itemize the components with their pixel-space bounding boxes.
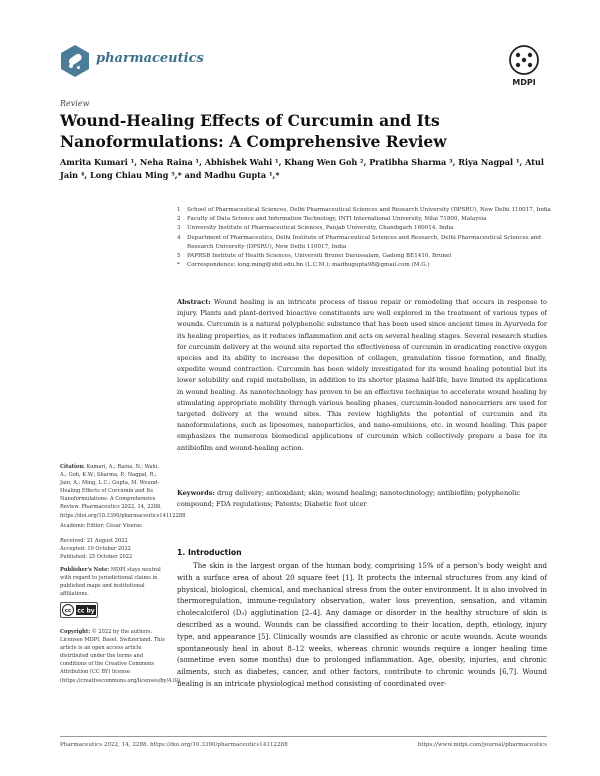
section-heading: 1. Introduction	[177, 548, 242, 557]
affiliations	[177, 206, 557, 270]
publisher-note: Publisher's Note: MDPI stays neutral with regard to jurisdictional claims in published maps and institutional affiliations.	[60, 567, 161, 598]
section-body-text: The skin is the largest organ of the human body, comprising 15% of a person's body weight and with a surface area of about 20 square feet [1]. It protects the internal structures from any kind of physical, biological, chemical, and mechanical stress from the outer environment. It is also involved in thermoregulation, immune-regulatory observation, water loss prevention, sensation, and vitamin cholecalciferol (D₃) agglutination [2–4]. Any damage or disorder in the healthy structure of skin is described as a wound. Wounds can be classified according to their location, depth, etiology, injury type, and appearance [5]. Clinically wounds are classified as chronic or acute wounds. Acute wounds spontaneously heal in about 8–12 weeks, whereas chronic wounds require a longer healing time (sometime even some months) due to prolonged inflammation. Age, obesity, injuries, and chronic ailments, such as diabetes, cancer, and other factors, contribute to chronic wounds [6,7]. Wound healing is an intricate physiological method consisting of coordinated over-	[177, 561, 547, 688]
received-date: Received: 21 August 2022	[60, 538, 128, 544]
footer-citation[interactable]: Pharmaceutics 2022, 14, 2288. https://doi.org/10.3390/pharmaceutics14112288	[60, 742, 288, 748]
correspondence[interactable]: * Correspondence: long.ming@ubd.edu.bn (L.C.M.); madhugupta98@gmail.com (M.G.)	[177, 262, 430, 269]
affiliation-item: 4 Department of Pharmaceutics, Delhi Institute of Pharmaceutical Sciences and Research, Delhi Pharmaceutical Sciences and Research University (DPSRU), New Delhi 110017, India	[177, 234, 541, 250]
author-list: Amrita Kumari ¹, Neha Raina ¹, Abhishek Wahi ¹, Khang Wen Goh ², Pratibha Sharma ³, Riya Nagpal ¹, Atul Jain ⁴, Long Chiau Ming ⁵,* and Madhu Gupta ¹,*	[60, 157, 544, 180]
publisher-name: MDPI	[512, 78, 536, 87]
abstract	[177, 297, 547, 454]
citation-block[interactable]: Citation: Kumari, A.; Raina, N.; Wahi, A.; Goh, K.W.; Sharma, P.; Nagpal, R.; Jain, A.; Ming, L.C.; Gupta, M. Wound-Healing Effects of Curcumin and Its Nanoformulations: A Comprehensive Review. Pharmaceutics 2022, 14, 2288. https://doi.org/10.3390/pharmaceutics14112288	[60, 464, 186, 519]
academic-editor: Academic Editor: César Viseras	[60, 523, 142, 529]
keywords	[177, 488, 547, 510]
mdpi-logo-icon[interactable]	[508, 44, 540, 76]
affiliation-item: 1 School of Pharmaceutical Sciences, Delhi Pharmaceutical Sciences and Research University (DPSRU), New Delhi 110017, India	[177, 207, 551, 213]
affiliation-item: 3 University Institute of Pharmaceutical Sciences, Panjab University, Chandigarh 160014, India	[177, 225, 454, 232]
journal-name[interactable]: pharmaceutics	[96, 51, 204, 66]
svg-text:cc: cc	[64, 608, 72, 615]
footer-divider	[60, 736, 547, 737]
accepted-date: Accepted: 10 October 2022	[60, 546, 131, 552]
cc-by-license-icon[interactable]	[60, 602, 98, 618]
cc-badge-text: cc by	[77, 607, 95, 615]
article-title: Wound-Healing Effects of Curcumin and Its Nanoformulations: A Comprehensive Review	[60, 111, 447, 151]
keywords-text: drug delivery; antioxidant; skin; wound healing; nanotechnology; antibiofilm; polyphenolic compound; FDA regulations; Patents; Diabetic foot ulcer	[177, 489, 521, 509]
keywords-label: Keywords:	[177, 489, 215, 497]
abstract-label: Abstract:	[177, 298, 211, 306]
article-type: Review	[60, 99, 90, 108]
affiliation-item: 2 Faculty of Data Science and Information Technology, INTI International University, Nilai 71800, Malaysia	[177, 216, 487, 223]
affiliation-item: 5 PAPRSB Institute of Health Sciences, Universiti Brunei Darussalam, Gadong BE1410, Brunei	[177, 253, 452, 260]
footer-journal-link[interactable]: https://www.mdpi.com/journal/pharmaceutics	[417, 742, 547, 748]
published-date: Published: 25 October 2022	[60, 554, 133, 560]
abstract-text: Wound healing is an intricate process of tissue repair or remodeling that occurs in response to injury. Plants and plant-derived bioactive constituents are well explored in the treatment of various types of wounds. Curcumin is a natural polyphenolic substance that has been used since ancient times in Ayurveda for its healing properties, as it reduces inflammation and acts on several healing stages. Several research studies for curcumin delivery at the wound site reported the effectiveness of curcumin in eradicating reactive oxygen species and its ability to increase the deposition of collagen, granulation tissue formation, and finally, expedite wound contraction. Curcumin has been widely investigated for its wound healing potential but its lower solubility and rapid metabolism, in addition to its shorter plasma half-life, have limited its applications in wound healing. As nanotechnology has proven to be an effective technique to accelerate wound healing by stimulating appropriate mobility through various healing phases, curcumin-loaded nanocarriers are used for targeted delivery at the wound sites. This review highlights the potential of curcumin and its nanoformulations, such as liposomes, nanoparticles, and nano-emulsions, etc. in wound healing. This paper emphasizes the numerous biomedical applications of curcumin which collectively prepare a base for its antibiofilm and wound-healing action.	[177, 298, 547, 452]
journal-logo-icon	[60, 44, 90, 78]
copyright-notice: Copyright: © 2022 by the authors. Licensee MDPI, Basel, Switzerland. This article is an open access article distributed under the terms and conditions of the Creative Commons Attribution (CC BY) license (https://creativecommons.org/licenses/by/4.0/).	[60, 629, 182, 684]
